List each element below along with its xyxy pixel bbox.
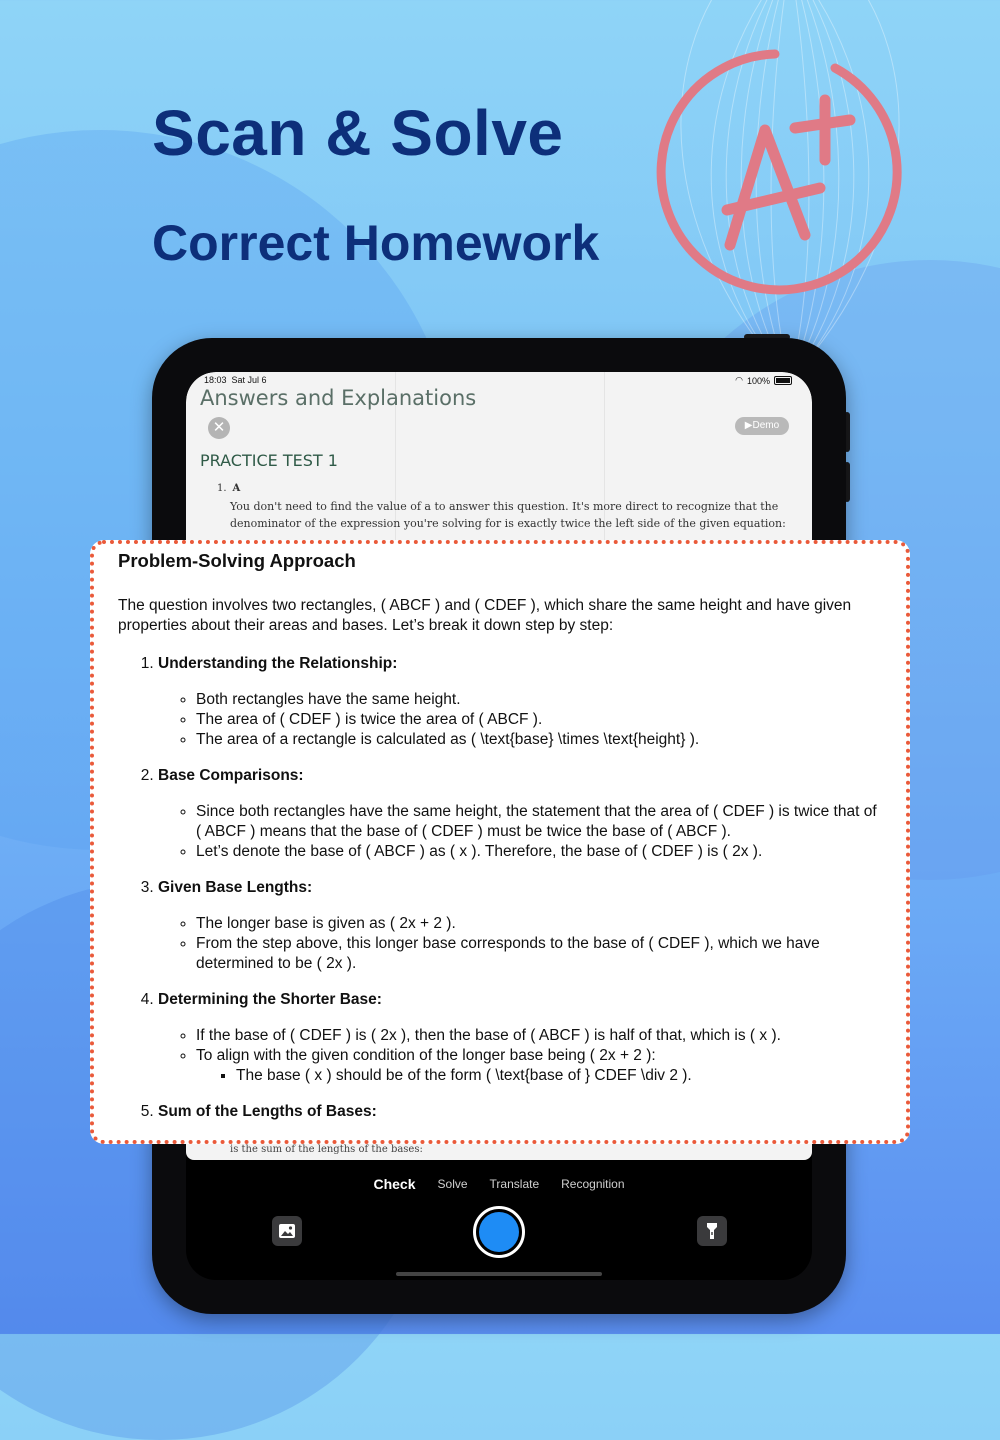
solution-step (158, 878, 882, 974)
step-bullets (158, 690, 882, 750)
step-bullet: ◦ Since both rectangles have the same height, the statement that the area of ( CDEF ) is twice that of ( ABCF ) means that the base of ( CDEF ) must be twice the base of ( ABCF ). (196, 802, 882, 842)
close-icon: ✕ (212, 419, 226, 436)
camera-mode-tabs (186, 1172, 812, 1196)
close-button[interactable] (208, 417, 230, 439)
home-indicator (396, 1272, 602, 1276)
solution-card (90, 540, 910, 1144)
step-bullet (196, 1046, 882, 1086)
step-title: 1. Understanding the Relationship: (158, 655, 398, 672)
headline-subtitle: Correct Homework (152, 215, 600, 271)
step-bullet: ◦ The area of a rectangle is calculated as ( \text{base} \times \text{height} ). (196, 730, 882, 750)
step-sub-bullets (196, 1066, 882, 1086)
question-index: 1. (217, 483, 227, 494)
step-bullet: ◦ The longer base is given as ( 2x + 2 ). (196, 914, 882, 934)
document-title: Answers and Explanations (200, 386, 477, 410)
tab-recognition[interactable]: Recognition (561, 1177, 625, 1191)
demo-label: Demo (752, 420, 780, 431)
tab-solve[interactable]: Solve (437, 1177, 468, 1191)
step-title: 3. Given Base Lengths: (158, 879, 313, 896)
question-number (217, 483, 240, 494)
step-bullets (158, 914, 882, 974)
status-bar-right (735, 375, 792, 386)
document-footer-text: is the sum of the lengths of the bases: (230, 1144, 423, 1155)
flashlight-button[interactable] (697, 1216, 727, 1246)
solution-step (158, 1102, 882, 1144)
solution-step (158, 654, 882, 750)
step-bullet-text: To align with the given condition of the longer base being ( 2x + 2 ): (196, 1047, 656, 1064)
step-bullet: ◦ Both rectangles have the same height. (196, 690, 882, 710)
flashlight-icon (706, 1222, 718, 1240)
status-time: 18:03 (204, 375, 227, 385)
question-answer: A (232, 483, 241, 494)
step-title: 5. Sum of the Lengths of Bases: (158, 1103, 377, 1120)
step-title: 4. Determining the Shorter Base: (158, 991, 382, 1008)
shutter-button[interactable] (473, 1206, 525, 1258)
tab-check[interactable]: Check (373, 1176, 416, 1192)
solution-title: Problem-Solving Approach (118, 550, 356, 571)
image-icon (278, 1223, 296, 1239)
headline-title: Scan & Solve (152, 97, 564, 169)
step-bullet: ◦ Let’s denote the base of ( ABCF ) as ( x ). Therefore, the base of ( CDEF ) is ( 2x ). (196, 842, 882, 862)
step-bullet: ◦ From the step above, this longer base corresponds to the base of ( CDEF ), which we have determined to be ( 2x ). (196, 934, 882, 974)
step-bullet: ◦ The area of ( CDEF ) is twice the area of ( ABCF ). (196, 710, 882, 730)
step-title: 2. Base Comparisons: (158, 767, 304, 784)
step-bullets (158, 1026, 882, 1086)
solution-step (158, 990, 882, 1086)
solution-steps (118, 654, 882, 1144)
play-icon: ▶ (744, 420, 753, 431)
battery-icon (774, 376, 792, 385)
practice-test-heading: PRACTICE TEST 1 (200, 451, 338, 470)
solution-step (158, 766, 882, 862)
step-bullets (158, 1138, 882, 1144)
solution-intro: The question involves two rectangles, ( ABCF ) and ( CDEF ), which share the same height and have given properties about their areas and bases. Let’s break it down step by step: (118, 597, 852, 634)
status-date: Sat Jul 6 (231, 375, 267, 385)
step-sub-bullet: ▪ The base ( x ) should be of the form ( \text{base of } CDEF \div 2 ). (236, 1066, 882, 1086)
tab-translate[interactable]: Translate (489, 1177, 540, 1191)
battery-percent: 100% (746, 375, 770, 386)
question-text: You don't need to find the value of a to answer this question. It's more direct to recognize that the denominator of the expression you're solving for is exactly twice the left side of the given equation: (230, 500, 786, 530)
step-bullet (196, 1138, 882, 1144)
a-plus-grade-icon (655, 40, 925, 310)
gallery-button[interactable] (272, 1216, 302, 1246)
step-bullet: ◦ If the base of ( CDEF ) is ( 2x ), then the base of ( ABCF ) is half of that, which is ( x ). (196, 1026, 882, 1046)
demo-button[interactable] (735, 417, 789, 435)
shutter-inner (479, 1212, 519, 1252)
step-bullets (158, 802, 882, 862)
status-bar-time (204, 375, 267, 385)
wifi-icon: ◠ (735, 375, 743, 385)
